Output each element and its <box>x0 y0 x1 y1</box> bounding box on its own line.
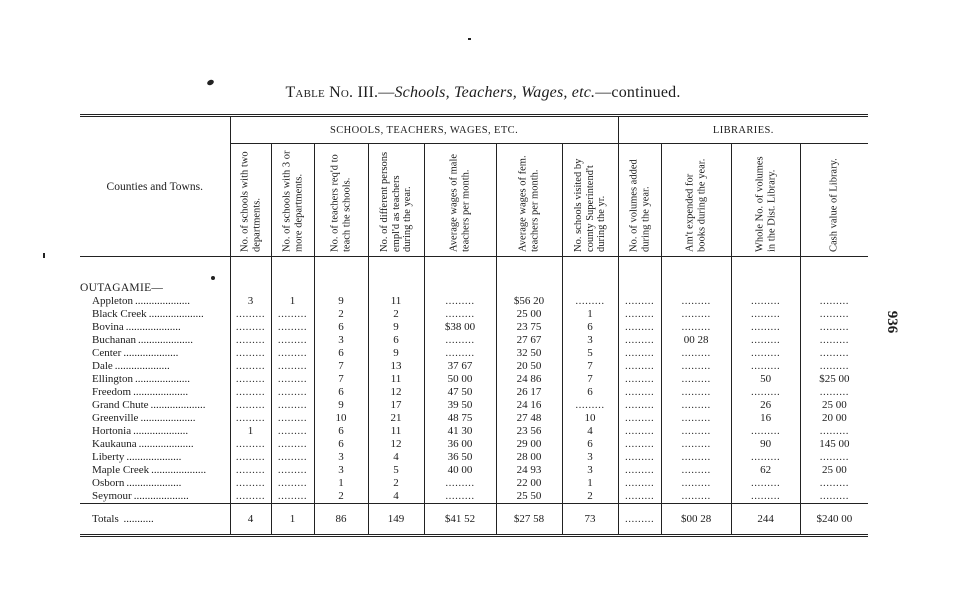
table-cell: 39 50 <box>424 399 496 412</box>
table-cell: 23 75 <box>496 321 562 334</box>
row-header: Counties and Towns. <box>80 116 230 257</box>
table-cell: ......... <box>424 490 496 504</box>
column-header <box>271 144 314 257</box>
table-row <box>80 373 868 386</box>
table-cell: 26 <box>731 399 800 412</box>
column-header-label: No. of schools with 3 or more departments. <box>281 150 304 252</box>
table-title-italic: Schools, Teachers, Wages, etc. <box>394 84 596 101</box>
table-cell: 4 <box>230 504 271 536</box>
table-cell: 36 00 <box>424 438 496 451</box>
table-cell: 25 00 <box>496 308 562 321</box>
table-cell: ......... <box>661 490 731 504</box>
town-name-label: Dale <box>92 360 113 372</box>
town-name-label: Center <box>92 347 122 359</box>
table-cell: ......... <box>424 334 496 347</box>
table-cell: ......... <box>661 295 731 308</box>
table-cell: $41 52 <box>424 504 496 536</box>
table-cell: ......... <box>800 451 868 464</box>
table-cell: ......... <box>230 438 271 451</box>
table-cell: ......... <box>731 386 800 399</box>
table-cell: ......... <box>271 425 314 438</box>
table-cell: $56 20 <box>496 295 562 308</box>
column-header <box>800 144 868 257</box>
table-cell: ......... <box>618 477 661 490</box>
ink-speck <box>43 253 45 258</box>
table-cell: 00 28 <box>661 334 731 347</box>
table-cell: 86 <box>314 504 368 536</box>
column-header-label: No. of schools with two departments. <box>239 151 262 252</box>
table-cell: 4 <box>562 425 618 438</box>
table-row <box>80 425 868 438</box>
table-cell: 5 <box>562 347 618 360</box>
table-cell: 24 93 <box>496 464 562 477</box>
column-header <box>314 144 368 257</box>
table-cell: 1 <box>271 295 314 308</box>
table-cell: 25 00 <box>800 464 868 477</box>
table-cell: 145 00 <box>800 438 868 451</box>
table-cell: ......... <box>661 321 731 334</box>
totals-label-text: Totals <box>92 513 119 525</box>
table-cell: ......... <box>230 451 271 464</box>
table-row <box>80 438 868 451</box>
table-cell: 6 <box>314 386 368 399</box>
town-name-label: Hortonia <box>92 425 132 437</box>
table-cell: ......... <box>800 334 868 347</box>
table-cell: ......... <box>271 451 314 464</box>
table-cell: 6 <box>562 386 618 399</box>
page-number: 936 <box>884 310 900 334</box>
table-cell: ......... <box>271 360 314 373</box>
table-cell: 6 <box>562 438 618 451</box>
town-name-label: Greenville <box>92 412 139 424</box>
column-header <box>496 144 562 257</box>
table-cell: 37 67 <box>424 360 496 373</box>
town-name: Liberty .................... <box>92 451 182 463</box>
table-cell: 3 <box>562 451 618 464</box>
town-name-label: Buchanan <box>92 334 136 346</box>
table-cell: ......... <box>618 321 661 334</box>
table-cell: ......... <box>661 373 731 386</box>
table-cell: ......... <box>424 347 496 360</box>
table-cell: ......... <box>618 295 661 308</box>
table-cell: $25 00 <box>800 373 868 386</box>
table-cell: ......... <box>731 321 800 334</box>
table-cell: ......... <box>661 347 731 360</box>
table-cell: 11 <box>368 425 424 438</box>
table-row <box>80 360 868 373</box>
column-header-label: Average wages of fem. teachers per month. <box>517 155 540 252</box>
table-cell: 50 <box>731 373 800 386</box>
table-cell: ......... <box>661 438 731 451</box>
table-cell: ......... <box>562 399 618 412</box>
table-cell: ......... <box>800 308 868 321</box>
table-cell: ......... <box>271 373 314 386</box>
table-cell: 7 <box>314 360 368 373</box>
table-cell: ......... <box>731 490 800 504</box>
town-name-label: Seymour <box>92 490 132 502</box>
table-row <box>80 386 868 399</box>
totals-row <box>80 504 868 536</box>
column-header-label: Whole No. of volumes in the Dist. Library. <box>754 156 777 252</box>
table-cell: 47 50 <box>424 386 496 399</box>
table-cell: ......... <box>618 373 661 386</box>
table-row <box>80 334 868 347</box>
table-row <box>80 308 868 321</box>
table-cell: 40 00 <box>424 464 496 477</box>
table-cell: 10 <box>314 412 368 425</box>
totals-label: Totals ........... <box>80 504 230 536</box>
table-cell: ......... <box>230 308 271 321</box>
table-cell: ......... <box>230 347 271 360</box>
town-name: Bovina .................... <box>92 321 181 333</box>
table-cell: ......... <box>271 386 314 399</box>
table-cell: 6 <box>314 321 368 334</box>
table-cell: 41 30 <box>424 425 496 438</box>
table-cell: ......... <box>271 412 314 425</box>
table-cell: 2 <box>562 490 618 504</box>
table-cell: 27 48 <box>496 412 562 425</box>
table-cell: 50 00 <box>424 373 496 386</box>
town-name: Maple Creek .................... <box>92 464 207 476</box>
table-cell: ......... <box>230 373 271 386</box>
town-name: Ellington .................... <box>92 373 190 385</box>
table-row <box>80 464 868 477</box>
table-cell: ......... <box>661 399 731 412</box>
table-cell: 1 <box>314 477 368 490</box>
table-cell: 3 <box>314 464 368 477</box>
table-cell: ......... <box>661 451 731 464</box>
table-cell: ......... <box>800 360 868 373</box>
town-name: Appleton .................... <box>92 295 190 307</box>
table-cell: ......... <box>618 399 661 412</box>
table-cell: ......... <box>731 451 800 464</box>
table-cell: 3 <box>314 451 368 464</box>
column-header <box>230 144 271 257</box>
table-row <box>80 451 868 464</box>
table-cell: ......... <box>731 425 800 438</box>
table-cell: 2 <box>368 308 424 321</box>
table-cell: ......... <box>230 399 271 412</box>
table-cell: 9 <box>368 347 424 360</box>
table-cell: ......... <box>230 334 271 347</box>
table-title <box>0 84 966 102</box>
table-cell: 7 <box>314 373 368 386</box>
table-cell: ......... <box>800 347 868 360</box>
table-cell: 6 <box>314 347 368 360</box>
table-body <box>80 257 868 536</box>
town-name: Hortonia .................... <box>92 425 189 437</box>
table-cell: ......... <box>424 477 496 490</box>
table-cell: ......... <box>731 308 800 321</box>
table-cell: 90 <box>731 438 800 451</box>
town-name: Seymour .................... <box>92 490 189 502</box>
table-cell: 13 <box>368 360 424 373</box>
town-name-label: Ellington <box>92 373 133 385</box>
table-cell: 1 <box>562 477 618 490</box>
table-cell: 3 <box>562 464 618 477</box>
table-cell: ......... <box>271 308 314 321</box>
table-cell: $27 58 <box>496 504 562 536</box>
table-cell: $00 28 <box>661 504 731 536</box>
table-row <box>80 490 868 504</box>
table-cell: ......... <box>230 477 271 490</box>
town-name: Dale .................... <box>92 360 170 372</box>
column-header <box>424 144 496 257</box>
table-row <box>80 477 868 490</box>
table-cell: ......... <box>800 490 868 504</box>
table-cell: 12 <box>368 386 424 399</box>
column-header-label: No. of different persons empl'd as teachers during the year. <box>378 151 413 252</box>
table-cell: ......... <box>661 477 731 490</box>
table-cell: 20 50 <box>496 360 562 373</box>
town-name: Grand Chute .................... <box>92 399 206 411</box>
table-cell: 4 <box>368 451 424 464</box>
town-name: Greenville .................... <box>92 412 196 424</box>
table-cell: ......... <box>661 412 731 425</box>
table-cell: ......... <box>618 360 661 373</box>
table-cell: 3 <box>230 295 271 308</box>
town-name-label: Maple Creek <box>92 464 150 476</box>
town-name-label: Freedom <box>92 386 132 398</box>
table-cell: ......... <box>800 295 868 308</box>
table-title-dash: — <box>378 84 395 101</box>
table-cell: ......... <box>661 308 731 321</box>
table-cell: 25 50 <box>496 490 562 504</box>
table-cell: 2 <box>368 477 424 490</box>
table-cell: 24 86 <box>496 373 562 386</box>
table-cell: ......... <box>618 438 661 451</box>
column-header <box>562 144 618 257</box>
table-cell: 24 16 <box>496 399 562 412</box>
town-name-label: Grand Chute <box>92 399 149 411</box>
table-cell: ......... <box>618 334 661 347</box>
table-cell: 1 <box>230 425 271 438</box>
table-cell: 2 <box>314 490 368 504</box>
table-cell: ......... <box>618 347 661 360</box>
column-header-label: No. schools visited by county Superintend't during the yr. <box>572 158 607 252</box>
table-cell: ......... <box>661 425 731 438</box>
table-cell: 9 <box>368 321 424 334</box>
table-cell: ......... <box>618 425 661 438</box>
table-cell: 1 <box>271 504 314 536</box>
table-cell: ......... <box>618 464 661 477</box>
table-title-suffix: —continued. <box>595 84 681 101</box>
town-name-label: Black Creek <box>92 308 147 320</box>
table-cell: ......... <box>618 504 661 536</box>
table-cell: 62 <box>731 464 800 477</box>
table-cell: 4 <box>368 490 424 504</box>
table-cell: 48 75 <box>424 412 496 425</box>
table-row <box>80 347 868 360</box>
column-header-label: Average wages of male teachers per month. <box>448 153 471 252</box>
table-cell: 25 00 <box>800 399 868 412</box>
table-cell: 9 <box>314 399 368 412</box>
table-cell: ......... <box>618 490 661 504</box>
table-cell: ......... <box>731 295 800 308</box>
table-cell: 244 <box>731 504 800 536</box>
table-row <box>80 295 868 308</box>
spacer-row <box>80 257 868 282</box>
table-cell: ......... <box>731 347 800 360</box>
table-cell: $38 00 <box>424 321 496 334</box>
table-cell: 6 <box>314 438 368 451</box>
column-header <box>368 144 424 257</box>
table-cell: ......... <box>271 490 314 504</box>
table-cell: 9 <box>314 295 368 308</box>
table-cell: ......... <box>661 386 731 399</box>
table-cell: 3 <box>314 334 368 347</box>
town-name-label: Bovina <box>92 321 124 333</box>
table-cell: $240 00 <box>800 504 868 536</box>
column-header-label: No. of volumes added during the year. <box>628 159 651 252</box>
table-cell: ......... <box>618 412 661 425</box>
table-cell: 3 <box>562 334 618 347</box>
table-cell: ......... <box>800 477 868 490</box>
table-cell: 27 67 <box>496 334 562 347</box>
table-cell: ......... <box>661 464 731 477</box>
table-cell: 12 <box>368 438 424 451</box>
table-cell: 7 <box>562 360 618 373</box>
town-name: Osborn .................... <box>92 477 182 489</box>
table-cell: ......... <box>731 334 800 347</box>
county-row <box>80 281 868 295</box>
table-cell: 22 00 <box>496 477 562 490</box>
table-cell: 1 <box>562 308 618 321</box>
column-header <box>661 144 731 257</box>
town-name-label: Appleton <box>92 295 133 307</box>
table-cell: ......... <box>271 464 314 477</box>
town-name: Kaukauna .................... <box>92 438 194 450</box>
column-header-label: Cash value of Library. <box>828 158 840 252</box>
table-cell: 36 50 <box>424 451 496 464</box>
table-cell: ......... <box>230 490 271 504</box>
town-name: Buchanan .................... <box>92 334 193 346</box>
table-cell: 73 <box>562 504 618 536</box>
statistics-table <box>80 114 868 537</box>
table-cell: ......... <box>800 386 868 399</box>
table-cell: 17 <box>368 399 424 412</box>
table-cell: 5 <box>368 464 424 477</box>
column-header <box>618 144 661 257</box>
table-cell: 10 <box>562 412 618 425</box>
table-cell: ......... <box>731 360 800 373</box>
table-cell: 2 <box>314 308 368 321</box>
town-name-label: Osborn <box>92 477 125 489</box>
table-cell: ......... <box>271 334 314 347</box>
ink-speck <box>468 38 471 40</box>
table-cell: 6 <box>562 321 618 334</box>
table-cell: 20 00 <box>800 412 868 425</box>
table-row <box>80 321 868 334</box>
town-name-label: Kaukauna <box>92 438 137 450</box>
column-header-label: No. of teachers req'd to teach the schools. <box>329 154 352 252</box>
table-cell: ......... <box>271 347 314 360</box>
table-cell: ......... <box>618 308 661 321</box>
table-cell: ......... <box>424 295 496 308</box>
table-cell: ......... <box>800 425 868 438</box>
table-cell: ......... <box>271 438 314 451</box>
table-cell: 6 <box>368 334 424 347</box>
table-cell: ......... <box>271 477 314 490</box>
table-cell: 149 <box>368 504 424 536</box>
column-header <box>731 144 800 257</box>
table-cell: ......... <box>562 295 618 308</box>
table-cell: ......... <box>230 386 271 399</box>
table-cell: ......... <box>661 360 731 373</box>
table-cell: ......... <box>230 321 271 334</box>
table-cell: 23 56 <box>496 425 562 438</box>
table-cell: ......... <box>618 451 661 464</box>
table-cell: ......... <box>230 412 271 425</box>
table-cell: 6 <box>314 425 368 438</box>
county-name: OUTAGAMIE— <box>80 281 164 294</box>
column-header-label: Am't expended for books during the year. <box>684 158 708 252</box>
table-cell: 29 00 <box>496 438 562 451</box>
table-cell: 28 00 <box>496 451 562 464</box>
table-row <box>80 412 868 425</box>
table-cell: ......... <box>800 321 868 334</box>
town-name: Center .................... <box>92 347 179 359</box>
table-cell: 21 <box>368 412 424 425</box>
table-row <box>80 399 868 412</box>
table-cell: ......... <box>271 399 314 412</box>
table-cell: ......... <box>271 321 314 334</box>
group-header-schools: SCHOOLS, TEACHERS, WAGES, ETC. <box>230 116 618 144</box>
table-cell: 11 <box>368 373 424 386</box>
table-cell: ......... <box>230 360 271 373</box>
table-cell: 16 <box>731 412 800 425</box>
table-cell: ......... <box>731 477 800 490</box>
table-title-prefix: Table No. III. <box>285 84 379 101</box>
table-cell: 32 50 <box>496 347 562 360</box>
table-cell: 7 <box>562 373 618 386</box>
town-name-label: Liberty <box>92 451 125 463</box>
table-cell: ......... <box>618 386 661 399</box>
table-cell: 11 <box>368 295 424 308</box>
table-cell: 26 17 <box>496 386 562 399</box>
town-name: Freedom .................... <box>92 386 189 398</box>
town-name: Black Creek .................... <box>92 308 204 320</box>
table-cell: ......... <box>230 464 271 477</box>
table-cell: ......... <box>424 308 496 321</box>
group-header-libraries: LIBRARIES. <box>618 116 868 144</box>
